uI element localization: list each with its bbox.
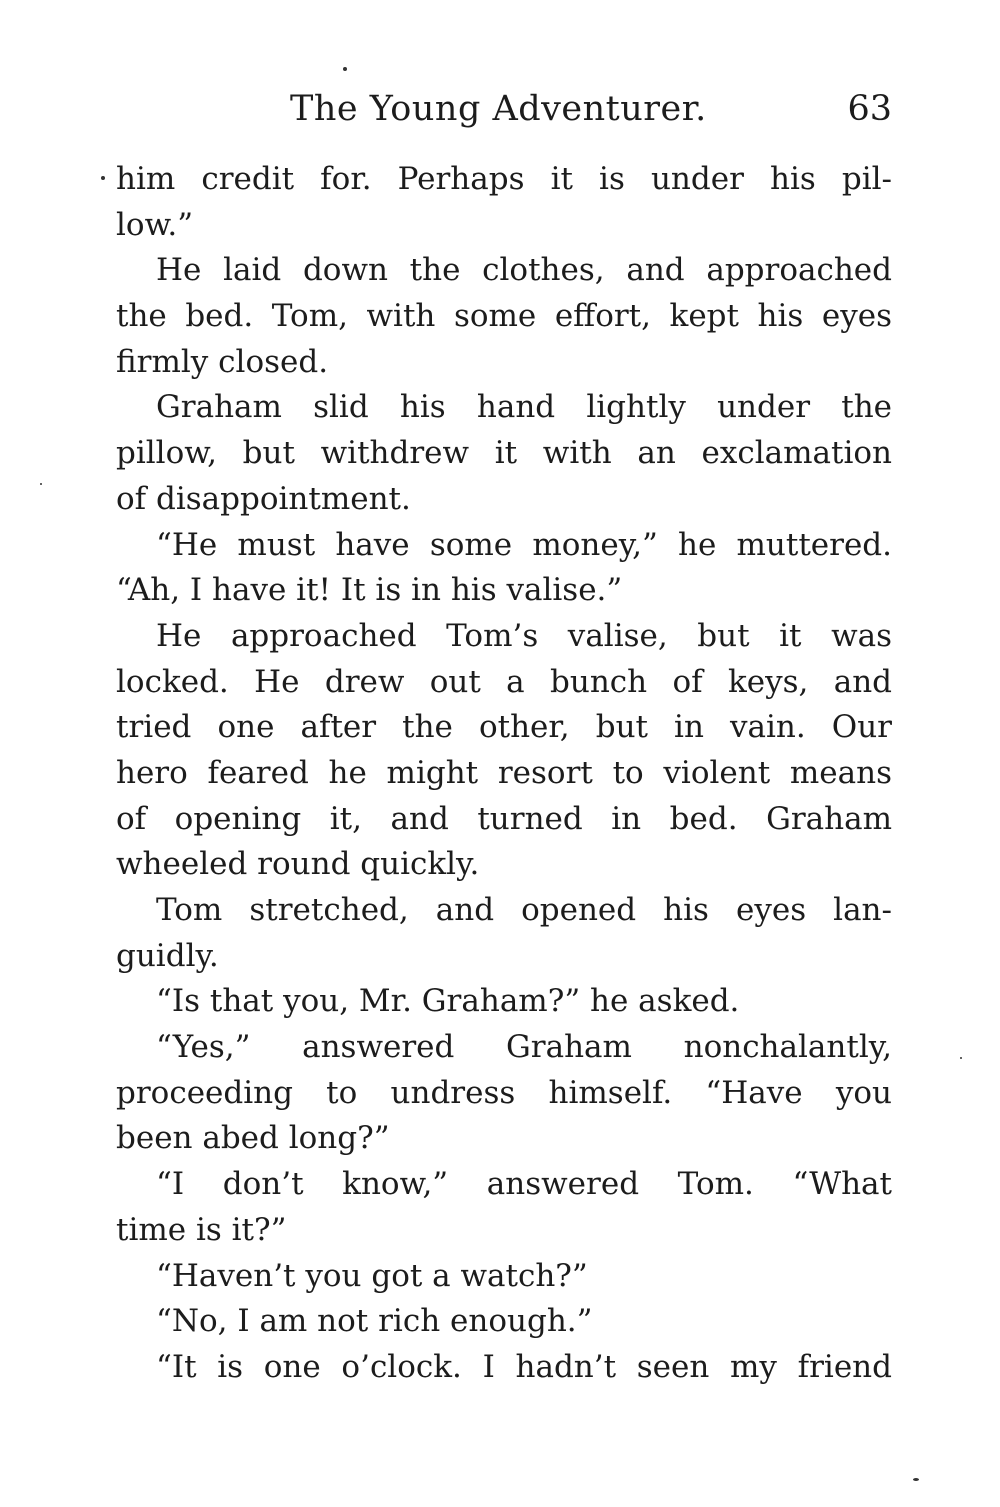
text-line: guidly.: [116, 937, 219, 974]
text-line: locked. He drew out a bunch of keys, and: [116, 663, 892, 700]
text-line: “He must have some money,” he muttered.: [156, 526, 892, 563]
scan-speck: [960, 1057, 962, 1059]
text-line: “No, I am not rich enough.”: [156, 1303, 593, 1340]
page-number: 63: [847, 89, 892, 129]
text-line: “Ah, I have it! It is in his valise.”: [116, 572, 623, 609]
text-line: He laid down the clothes, and approached: [156, 252, 892, 289]
text-line: “I don’t know,” answered Tom. “What: [156, 1166, 892, 1203]
text-line: pillow, but withdrew it with an exclamation: [116, 435, 892, 472]
text-line: time is it?”: [116, 1211, 287, 1248]
text-line: of disappointment.: [116, 480, 411, 517]
text-line: firmly closed.: [116, 343, 329, 380]
text-line: “It is one o’clock. I hadn’t seen my friend: [156, 1348, 892, 1385]
text-line: been abed long?”: [116, 1120, 390, 1157]
scan-speck: [40, 483, 42, 485]
body-text: [116, 157, 892, 1391]
text-line: Graham slid his hand lightly under the: [156, 389, 892, 426]
text-line: of opening it, and turned in bed. Graham: [116, 800, 892, 837]
text-line: proceeding to undress himself. “Have you: [116, 1074, 892, 1111]
text-line: wheeled round quickly.: [116, 846, 480, 883]
scan-speck: [913, 1478, 919, 1481]
text-line: low.”: [116, 206, 194, 243]
text-line: hero feared he might resort to violent means: [116, 754, 892, 791]
text-line: “Haven’t you got a watch?”: [156, 1257, 588, 1294]
text-line: He approached Tom’s valise, but it was: [156, 617, 892, 654]
scan-speck: [101, 176, 105, 180]
text-line: him credit for. Perhaps it is under his pil-: [116, 161, 892, 197]
running-head: [116, 84, 892, 134]
text-line: “Is that you, Mr. Graham?” he asked.: [156, 983, 740, 1020]
text-line: “Yes,” answered Graham nonchalantly,: [156, 1029, 892, 1066]
text-line: Tom stretched, and opened his eyes lan-: [156, 892, 892, 928]
text-line: the bed. Tom, with some effort, kept his eyes: [116, 298, 892, 335]
scan-speck: [343, 67, 347, 71]
running-title: The Young Adventurer.: [290, 89, 707, 129]
text-line: tried one after the other, but in vain. Our: [116, 709, 892, 746]
